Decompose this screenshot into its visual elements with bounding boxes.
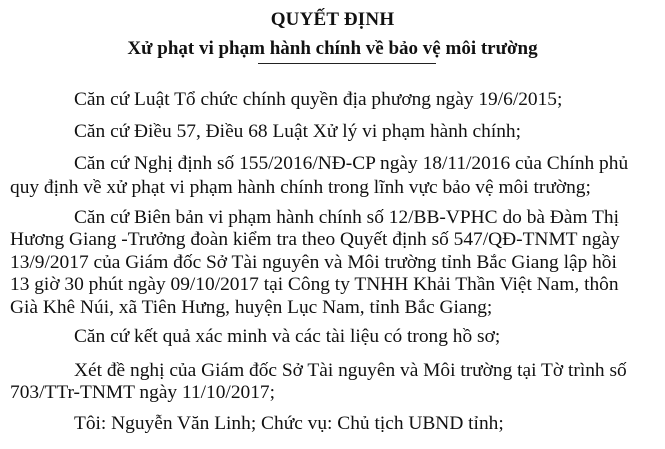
paragraph-violation-record [0, 207, 665, 319]
paragraph-legal-basis-1 [0, 89, 665, 111]
paragraph-line: Căn cứ Biên bản vi phạm hành chính số 12/BB-VPHC do bà Đàm Thị [74, 207, 619, 228]
paragraph-legal-basis-2 [0, 121, 665, 143]
paragraph-line: Căn cứ Luật Tổ chức chính quyền địa phương ngày 19/6/2015; [74, 89, 563, 110]
paragraph-line: Căn cứ Điều 57, Điều 68 Luật Xử lý vi phạm hành chính; [74, 121, 521, 142]
paragraph-line: 13 giờ 30 phút ngày 09/10/2017 tại Công ty TNHH Khải Thần Việt Nam, thôn [10, 274, 619, 296]
document-subtitle: Xử phạt vi phạm hành chính về bảo vệ môi trường [127, 38, 538, 59]
paragraph-line: quy định về xử phạt vi phạm hành chính trong lĩnh vực bảo vệ môi trường; [10, 177, 591, 199]
paragraph-line: Tôi: Nguyễn Văn Linh; Chức vụ: Chủ tịch UBND tỉnh; [74, 413, 504, 434]
paragraph-proposal [0, 360, 665, 405]
paragraph-line: 703/TTr-TNMT ngày 11/10/2017; [10, 382, 275, 404]
paragraph-line: Căn cứ Nghị định số 155/2016/NĐ-CP ngày 18/11/2016 của Chính phủ [74, 153, 629, 174]
subtitle-underline [258, 63, 436, 64]
paragraph-line: Căn cứ kết quả xác minh và các tài liệu có trong hồ sơ; [74, 326, 501, 347]
paragraph-line: 13/9/2017 của Giám đốc Sở Tài nguyên và Môi trường tỉnh Bắc Giang lập hồi [10, 251, 617, 273]
paragraph-line: Hương Giang -Trưởng đoàn kiểm tra theo Quyết định số 547/QĐ-TNMT ngày [10, 229, 620, 251]
paragraph-legal-basis-3 [0, 153, 665, 200]
paragraph-line: Xét đề nghị của Giám đốc Sở Tài nguyên và Môi trường tại Tờ trình số [74, 360, 627, 381]
document-title: QUYẾT ĐỊNH [270, 9, 395, 30]
paragraph-verification [0, 326, 665, 348]
paragraph-signatory [0, 413, 665, 435]
paragraph-line: Già Khê Núi, xã Tiên Hưng, huyện Lục Nam, tỉnh Bắc Giang; [10, 296, 493, 318]
